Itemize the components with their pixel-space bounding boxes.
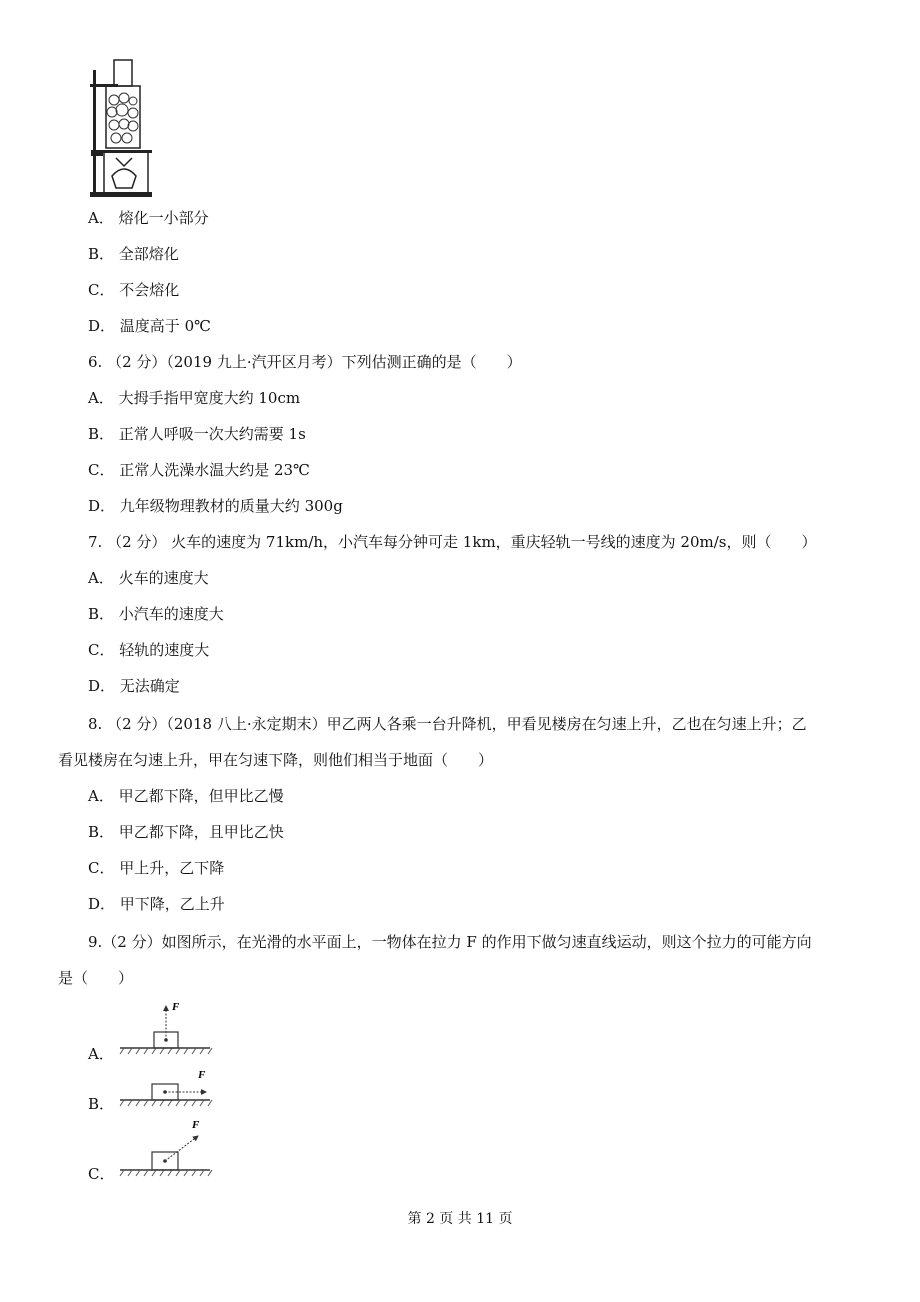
apparatus-figure <box>86 58 156 200</box>
option-b-q9: B． <box>88 1095 115 1113</box>
option-c-q6: C． 正常人洗澡水温大约是 23℃ <box>88 461 310 479</box>
option-c-q9: C． <box>88 1165 115 1183</box>
option-b-q6: B． 正常人呼吸一次大约需要 1s <box>88 425 306 443</box>
force-diagram-c <box>118 1118 218 1182</box>
option-a-q9: A． <box>88 1045 114 1063</box>
question-8-stem-line2: 看见楼房在匀速上升，甲在匀速下降，则他们相当于地面（ ） <box>58 751 494 769</box>
force-diagram-b <box>118 1064 218 1110</box>
question-9-stem-line1: 9.（2 分）如图所示，在光滑的水平面上，一物体在拉力 F 的作用下做匀速直线运动，则这个拉力的可能方向 <box>88 933 812 951</box>
force-label-a: F <box>172 1001 180 1013</box>
option-a-q7: A． 火车的速度大 <box>88 569 209 587</box>
question-7-stem: 7. （2 分） 火车的速度为 71km/h，小汽车每分钟可走 1km，重庆轻轨一号线的速度为 20m/s，则（ ） <box>88 533 817 551</box>
option-c-q7: C． 轻轨的速度大 <box>88 641 210 659</box>
question-9-stem-line2: 是（ ） <box>58 969 134 987</box>
question-8-stem-line1: 8. （2 分）（2018 八上·永定期末）甲乙两人各乘一台升降机，甲看见楼房在匀速上升，乙也在匀速上升；乙 <box>88 715 807 733</box>
option-b-q7: B． 小汽车的速度大 <box>88 605 224 623</box>
force-label-c: F <box>192 1119 200 1131</box>
option-a-q5: A． 熔化一小部分 <box>88 209 209 227</box>
option-b-q5: B． 全部熔化 <box>88 245 179 263</box>
option-c-q5: C． 不会熔化 <box>88 281 180 299</box>
force-diagram-a <box>118 996 218 1058</box>
option-d-q7: D． 无法确定 <box>88 677 180 695</box>
option-a-q6: A． 大拇手指甲宽度大约 10cm <box>88 389 301 407</box>
force-label-b: F <box>198 1069 206 1081</box>
page-footer: 第 2 页 共 11 页 <box>407 1211 513 1227</box>
option-c-q8: C． 甲上升，乙下降 <box>88 859 225 877</box>
option-a-q8: A． 甲乙都下降，但甲比乙慢 <box>88 787 284 805</box>
option-d-q8: D． 甲下降，乙上升 <box>88 895 225 913</box>
option-d-q5: D． 温度高于 0℃ <box>88 317 211 335</box>
option-b-q8: B． 甲乙都下降，且甲比乙快 <box>88 823 284 841</box>
question-6-stem: 6. （2 分）（2019 九上·汽开区月考）下列估测正确的是（ ） <box>88 353 522 371</box>
option-d-q6: D． 九年级物理教材的质量大约 300g <box>88 497 343 515</box>
